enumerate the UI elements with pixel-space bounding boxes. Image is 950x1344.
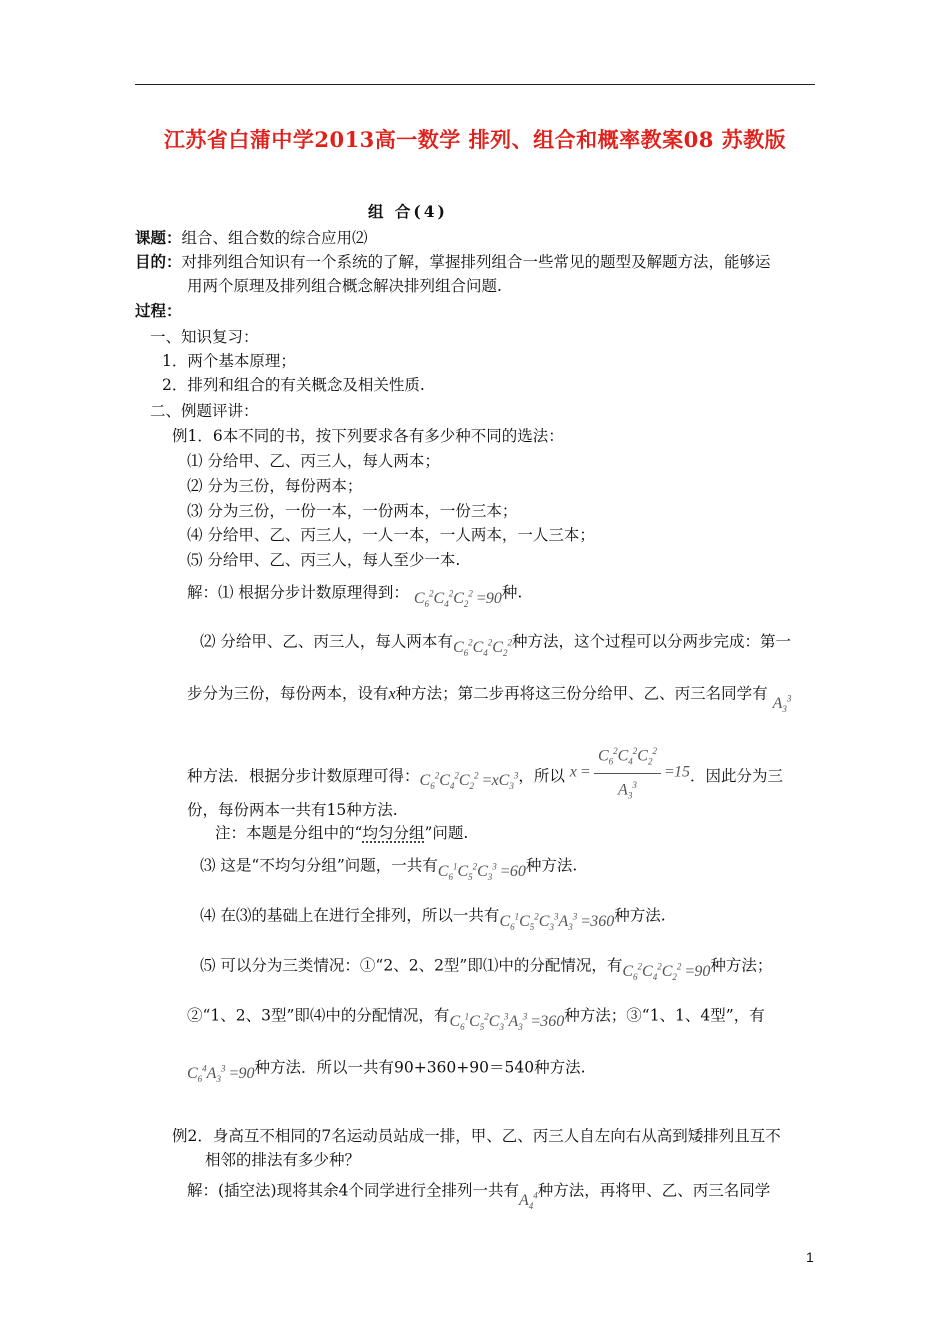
process-label: 过程： bbox=[135, 301, 182, 320]
sol5-formula-c: $C_6^4A_3^3 =90$ bbox=[187, 1064, 255, 1085]
sol1-formula: $C_6^2C_4^2C_2^2 =90$ bbox=[413, 589, 502, 610]
sol2-var-x: x bbox=[388, 685, 396, 703]
ex1-solution-2-line1 bbox=[200, 626, 791, 659]
review-item-1: 1．两个基本原理； bbox=[162, 352, 296, 370]
sol4-value: 360 bbox=[590, 913, 615, 931]
sol2-text-a: ⑵ 分给甲、乙、丙三人，每人两本有 bbox=[200, 632, 453, 651]
page-number: 1 bbox=[806, 1249, 814, 1265]
review-item-2: 2．排列和组合的有关概念及相关性质. bbox=[162, 376, 425, 394]
review-heading: 一、知识复习： bbox=[150, 328, 259, 346]
sol5-formula-a: $C_6^2C_4^2C_2^2 =90$ bbox=[622, 962, 711, 983]
ex1-prompt: 例1．6本不同的书，按下列要求各有多少种不同的选法： bbox=[172, 427, 564, 445]
note-text-a: 注：本题是分组中的“ bbox=[215, 824, 363, 842]
sol2-text-f: ，所以 bbox=[518, 767, 565, 786]
goal-label: 目的： bbox=[135, 252, 182, 271]
sol2-text-c: 步分为三份，每份两本，设有 bbox=[187, 684, 389, 703]
sol1-suffix: 种. bbox=[501, 583, 523, 602]
ex1-solution-2-line2 bbox=[187, 678, 792, 715]
goal-text-1: 对排列组合知识有一个系统的了解，掌握排列组合一些常见的题型及解题方法，能够运 bbox=[181, 253, 771, 271]
sol1-text: 解：⑴ 根据分步计数原理得到： bbox=[187, 583, 409, 602]
ex1-item-4: ⑷ 分给甲、乙、丙三人，一人一本，一人两本，一人三本； bbox=[187, 526, 595, 544]
sol5-text-e: 种方法．所以一共有90+360+90＝540种方法. bbox=[254, 1058, 586, 1077]
sol5-text-d: 种方法；③“1、1、4型”，有 bbox=[564, 1006, 765, 1025]
sol2-formula-c: $C_6^2C_4^2C_2^2 =xC_3^3$ bbox=[419, 770, 519, 792]
section-title: 组 合(4) bbox=[368, 202, 448, 221]
ex1-solution-3 bbox=[200, 850, 577, 883]
sol2-formula-d: x = $\frac{C_6^2C_4^2C_2^2}{A_3^3}$ =15 bbox=[570, 740, 690, 806]
sol2-text-e: 种方法．根据分步计数原理可得： bbox=[187, 767, 420, 786]
ex2-sol-text-a: 解：(插空法)现将其余4个同学进行全排列一共有 bbox=[187, 1181, 519, 1200]
sol2-text-g: ．因此分为三 bbox=[689, 767, 783, 786]
ex1-note bbox=[215, 822, 468, 844]
sol4-suffix: 种方法. bbox=[614, 906, 666, 925]
goal-line-1 bbox=[135, 251, 771, 273]
topic-label: 课题： bbox=[135, 228, 182, 247]
ex2-prompt-2: 相邻的排法有多少种？ bbox=[205, 1151, 361, 1169]
goal-line-2: 用两个原理及排列组合概念解决排列组合问题. bbox=[187, 277, 502, 295]
sol4-text: ⑷ 在⑶的基础上在进行全排列，所以一共有 bbox=[200, 906, 500, 925]
header-rule bbox=[135, 84, 815, 85]
ex1-item-5: ⑸ 分给甲、乙、丙三人，每人至少一本. bbox=[187, 551, 461, 569]
ex2-solution bbox=[187, 1175, 771, 1212]
ex2-formula: $A_4^4$ bbox=[518, 1191, 538, 1212]
topic-line bbox=[135, 227, 368, 249]
ex2-prompt-1: 例2．身高互不相同的7名运动员站成一排，甲、乙、丙三人自左向右从高到矮排列且互不 bbox=[172, 1127, 781, 1145]
sol5-text-c: ②“1、2、3型”即⑷中的分配情况，有 bbox=[187, 1006, 450, 1025]
sol3-formula: $C_6^1C_5^2C_3^3 =60$ bbox=[437, 862, 526, 883]
ex2-sol-text-b: 种方法，再将甲、乙、丙三名同学 bbox=[537, 1181, 771, 1200]
sol2-formula-b: $A_3^3$ bbox=[772, 694, 792, 715]
sol3-text: ⑶ 这是“不均匀分组”问题，一共有 bbox=[200, 856, 438, 875]
ex1-solution-1 bbox=[187, 577, 522, 610]
ex1-solution-5-line3 bbox=[187, 1052, 586, 1085]
topic-text: 组合、组合数的综合应用⑵ bbox=[181, 229, 368, 247]
note-emphasis: 均匀分组 bbox=[362, 824, 425, 842]
sol2-text-d: 种方法；第二步再将这三份分给甲、乙、丙三名同学有 bbox=[395, 684, 768, 703]
sol3-value: 60 bbox=[509, 863, 526, 881]
sol5-formula-b: $C_6^1C_5^2C_3^3A_3^3 =360$ bbox=[449, 1012, 565, 1033]
sol5-value-2: 360 bbox=[540, 1013, 565, 1031]
ex1-solution-5-line2 bbox=[187, 1000, 765, 1033]
sol1-value: 90 bbox=[485, 590, 502, 608]
sol4-formula: $C_6^1C_5^2C_3^3A_3^3 =360$ bbox=[499, 912, 615, 933]
ex1-solution-2-line4: 份，每份两本一共有15种方法. bbox=[187, 801, 398, 819]
sol3-suffix: 种方法. bbox=[525, 856, 578, 875]
ex1-solution-4 bbox=[200, 900, 666, 933]
ex1-solution-5-line1 bbox=[200, 950, 772, 983]
ex1-item-3: ⑶ 分为三份，一份一本，一份两本，一份三本； bbox=[187, 502, 518, 520]
examples-heading: 二、例题评讲： bbox=[150, 402, 259, 420]
sol5-text-b: 种方法； bbox=[710, 956, 773, 975]
sol2-value: 15 bbox=[673, 763, 690, 781]
sol2-formula-a: $C_6^2C_4^2C_2^2$ bbox=[452, 638, 512, 659]
sol5-value-3: 90 bbox=[238, 1065, 255, 1083]
sol5-value-1: 90 bbox=[694, 963, 711, 981]
ex1-item-1: ⑴ 分给甲、乙、丙三人，每人两本； bbox=[187, 452, 440, 470]
ex1-item-2: ⑵ 分为三份，每份两本； bbox=[187, 477, 363, 495]
sol5-text-a: ⑸ 可以分为三类情况：①“2、2、2型”即⑴中的分配情况，有 bbox=[200, 956, 623, 975]
sol2-text-b: 种方法，这个过程可以分两步完成：第一 bbox=[511, 632, 791, 651]
document-title: 江苏省白蒲中学2013高一数学 排列、组合和概率教案08 苏教版 bbox=[163, 127, 787, 152]
note-text-b: ”问题. bbox=[424, 824, 469, 842]
